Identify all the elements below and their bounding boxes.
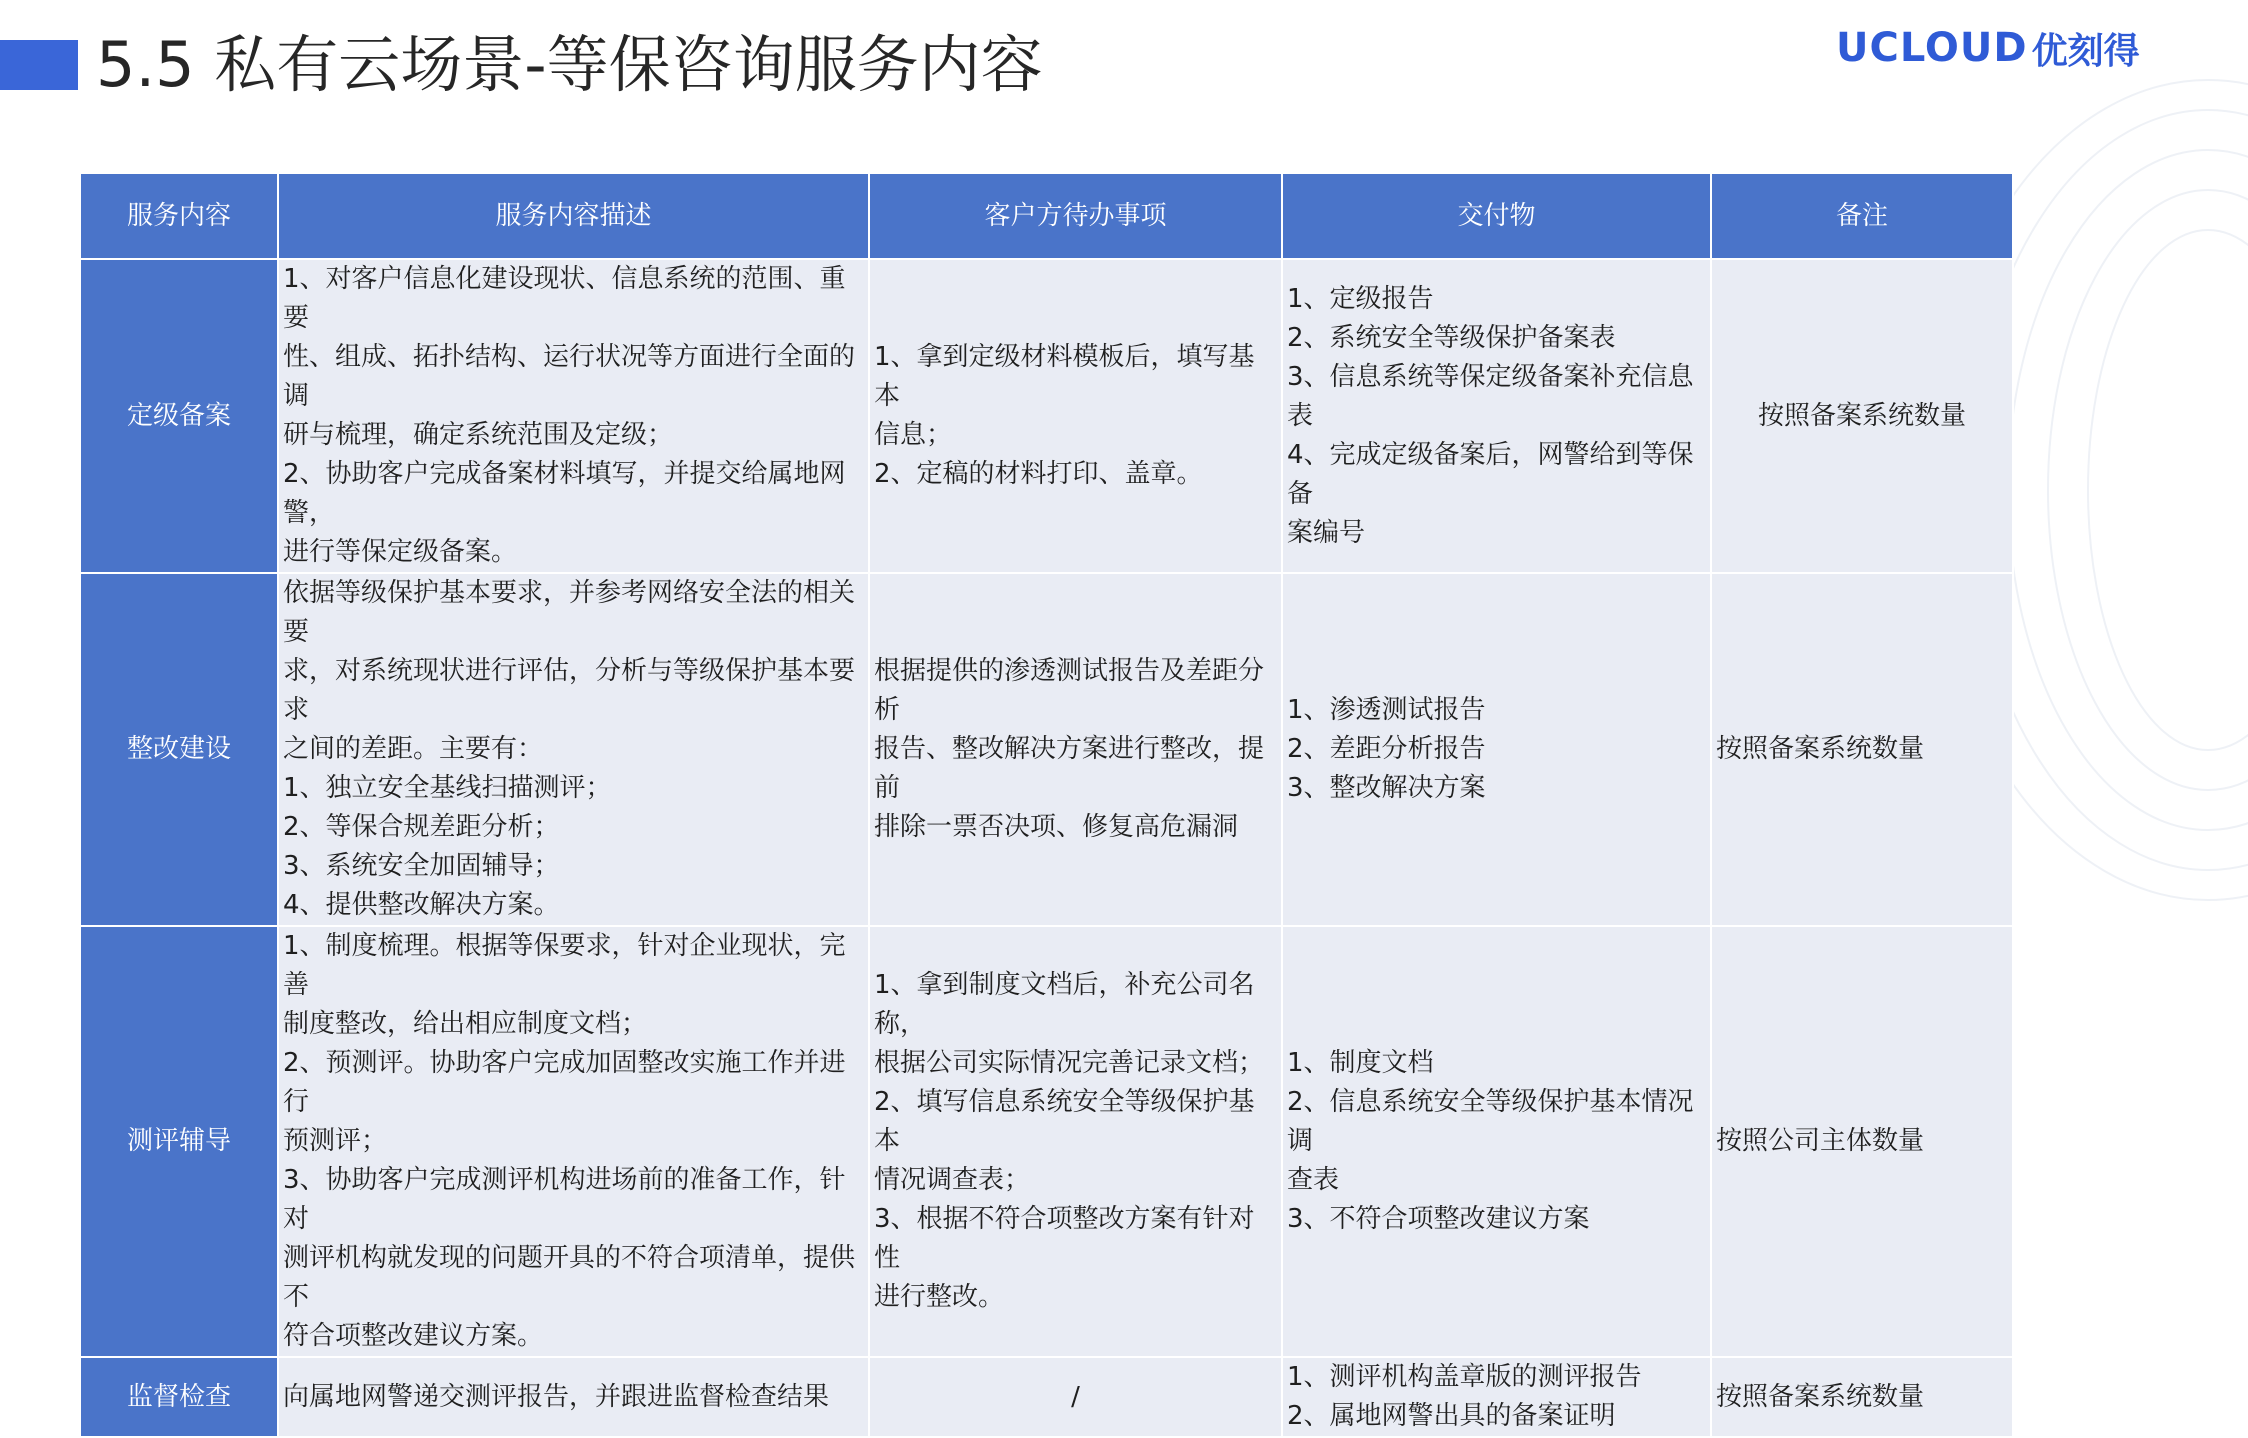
row-service-name: 定级备案 bbox=[80, 259, 278, 573]
description-line: 2、预测评。协助客户完成加固整改实施工作并进行 bbox=[283, 1048, 846, 1117]
todo-line: 排除一票否决项、修复高危漏洞 bbox=[874, 812, 1239, 842]
row-description bbox=[278, 926, 869, 1357]
todo-line: 报告、整改解决方案进行整改，提前 bbox=[874, 734, 1265, 803]
deliverable-line: 查表 bbox=[1287, 1165, 1340, 1195]
description-line: 性、组成、拓扑结构、运行状况等方面进行全面的调 bbox=[283, 342, 856, 411]
todo-line: 信息； bbox=[874, 420, 953, 450]
table-row bbox=[80, 259, 2013, 573]
description-line: 依据等级保护基本要求，并参考网络安全法的相关要 bbox=[283, 578, 856, 647]
column-header-remarks: 备注 bbox=[1711, 173, 2013, 259]
row-customer-todo bbox=[869, 573, 1282, 926]
deliverable-line: 2、系统安全等级保护备案表 bbox=[1287, 322, 1616, 353]
deliverable-line: 3、不符合项整改建议方案 bbox=[1287, 1204, 1590, 1234]
table-header-row bbox=[80, 173, 2013, 259]
description-line: 1、对客户信息化建设现状、信息系统的范围、重要 bbox=[283, 264, 846, 333]
description-line: 3、系统安全加固辅导； bbox=[283, 851, 560, 881]
row-customer-todo bbox=[869, 259, 1282, 573]
deliverable-line: 2、差距分析报告 bbox=[1287, 734, 1486, 764]
todo-line: 进行整改。 bbox=[874, 1282, 1005, 1312]
table-row bbox=[80, 573, 2013, 926]
description-line: 1、制度梳理。根据等保要求，针对企业现状，完善 bbox=[283, 931, 846, 1000]
description-line: 向属地网警递交测评报告，并跟进监督检查结果 bbox=[283, 1381, 830, 1412]
ucloud-logo bbox=[1836, 18, 2140, 78]
description-line: 4、提供整改解决方案。 bbox=[283, 890, 560, 920]
description-line: 测评机构就发现的问题开具的不符合项清单，提供不 bbox=[283, 1243, 856, 1312]
todo-line: 1、拿到制度文档后，补充公司名称， bbox=[874, 970, 1255, 1039]
row-customer-todo: / bbox=[869, 1357, 1282, 1437]
logo-chinese-text: 优刻得 bbox=[2031, 30, 2140, 72]
row-description bbox=[278, 259, 869, 573]
description-line: 1、独立安全基线扫描测评； bbox=[283, 773, 612, 803]
description-line: 2、协助客户完成备案材料填写，并提交给属地网警， bbox=[283, 459, 846, 528]
column-header-deliverables: 交付物 bbox=[1282, 173, 1711, 259]
todo-line: 3、根据不符合项整改方案有针对性 bbox=[874, 1204, 1255, 1273]
deliverable-line: 1、制度文档 bbox=[1287, 1048, 1434, 1078]
row-deliverables bbox=[1282, 1357, 1711, 1437]
row-remarks: 按照备案系统数量 bbox=[1711, 259, 2013, 573]
service-content-table bbox=[79, 172, 2014, 1438]
description-line: 3、协助客户完成测评机构进场前的准备工作，针对 bbox=[283, 1165, 846, 1234]
todo-line: 2、定稿的材料打印、盖章。 bbox=[874, 459, 1203, 489]
page-title: 5.5 私有云场景-等保咨询服务内容 bbox=[96, 28, 1043, 101]
deliverable-line: 案编号 bbox=[1287, 517, 1366, 548]
deliverable-line: 3、整改解决方案 bbox=[1287, 773, 1486, 803]
table-row bbox=[80, 926, 2013, 1357]
row-remarks: 按照备案系统数量 bbox=[1711, 1357, 2013, 1437]
deliverable-line: 4、完成定级备案后，网警给到等保备 bbox=[1287, 439, 1694, 509]
logo-latin-text: UCLOUD bbox=[1836, 25, 2028, 71]
column-header-service: 服务内容 bbox=[80, 173, 278, 259]
todo-line: 情况调查表； bbox=[874, 1165, 1031, 1195]
description-line: 预测评； bbox=[283, 1126, 388, 1156]
row-remarks: 按照备案系统数量 bbox=[1711, 573, 2013, 926]
row-deliverables bbox=[1282, 573, 1711, 926]
description-line: 之间的差距。主要有： bbox=[283, 734, 544, 764]
row-deliverables bbox=[1282, 926, 1711, 1357]
todo-line: 根据公司实际情况完善记录文档； bbox=[874, 1048, 1265, 1078]
todo-line: 根据提供的渗透测试报告及差距分析 bbox=[874, 656, 1265, 725]
row-customer-todo bbox=[869, 926, 1282, 1357]
table-row bbox=[80, 1357, 2013, 1437]
description-line: 研与梳理，确定系统范围及定级； bbox=[283, 420, 674, 450]
todo-line: 1、拿到定级材料模板后，填写基本 bbox=[874, 342, 1255, 411]
row-description bbox=[278, 573, 869, 926]
deliverable-line: 1、渗透测试报告 bbox=[1287, 695, 1486, 725]
row-description bbox=[278, 1357, 869, 1437]
row-service-name: 监督检查 bbox=[80, 1357, 278, 1437]
row-remarks: 按照公司主体数量 bbox=[1711, 926, 2013, 1357]
deliverable-line: 1、测评机构盖章版的测评报告 bbox=[1287, 1362, 1642, 1392]
description-line: 符合项整改建议方案。 bbox=[283, 1321, 544, 1351]
description-line: 2、等保合规差距分析； bbox=[283, 812, 560, 842]
column-header-customer-todo: 客户方待办事项 bbox=[869, 173, 1282, 259]
row-service-name: 整改建设 bbox=[80, 573, 278, 926]
deliverable-line: 2、属地网警出具的备案证明 bbox=[1287, 1401, 1616, 1431]
description-line: 进行等保定级备案。 bbox=[283, 537, 518, 567]
deliverable-line: 3、信息系统等保定级备案补充信息表 bbox=[1287, 361, 1694, 431]
todo-line: 2、填写信息系统安全等级保护基本 bbox=[874, 1087, 1255, 1156]
deliverable-line: 2、信息系统安全等级保护基本情况调 bbox=[1287, 1087, 1694, 1156]
deliverable-line: 1、定级报告 bbox=[1287, 283, 1434, 314]
column-header-description: 服务内容描述 bbox=[278, 173, 869, 259]
description-line: 制度整改，给出相应制度文档； bbox=[283, 1009, 648, 1039]
title-accent-bar bbox=[0, 40, 78, 90]
row-service-name: 测评辅导 bbox=[80, 926, 278, 1357]
row-deliverables bbox=[1282, 259, 1711, 573]
description-line: 求，对系统现状进行评估，分析与等级保护基本要求 bbox=[283, 656, 856, 725]
